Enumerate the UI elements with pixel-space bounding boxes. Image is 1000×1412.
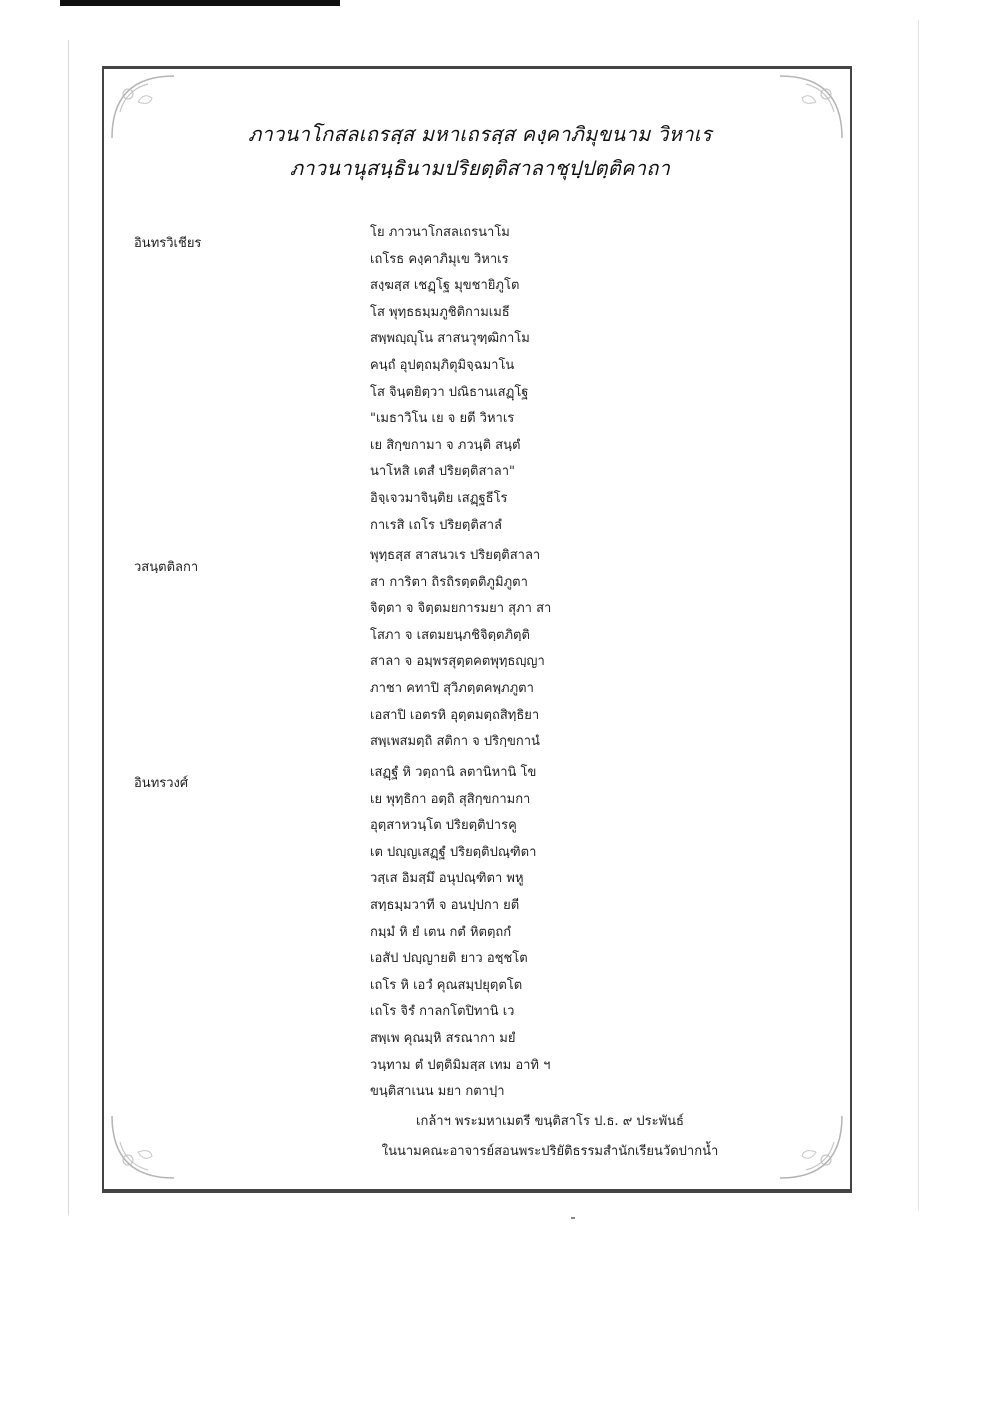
verse-line: เถโรธ คงฺคาภิมุเข วิหาเร <box>370 251 509 267</box>
verse-line: เอสัป ปญฺญายติ ยาว อชฺชโต <box>370 951 528 967</box>
title-line-2: ภาวนานุสนฺธินามปริยตฺติสาลาชุปฺปตฺติคาถา <box>289 156 671 180</box>
verse-line: คนฺถํ อุปตฺถมฺภิตุมิจฺฉมาโน <box>370 357 515 373</box>
verse-line: เอสาปิ เอตรหิ อุตฺตมตฺถสิทฺธิยา <box>370 707 540 723</box>
corner-ornament-bottom-left-icon <box>108 1112 178 1182</box>
verse-line: สาลา จ อมฺพรสุตฺตคตพุทฺธญฺญา <box>370 654 545 670</box>
verse-line: โย ภาวนาโกสลเถรนาโม <box>370 225 510 240</box>
scan-speck <box>571 1217 575 1219</box>
verse-line: วสฺเส อิมสฺมึ อนุปณฺฑิตา พหู <box>370 871 524 887</box>
corner-ornament-bottom-right-icon <box>776 1112 846 1182</box>
verse-line: เถโร หิ เอวํ คุณสมฺปยุตฺตโต <box>370 977 523 993</box>
verse-line: สงฺฆสฺส เชฏฺโฐ มุขชายิภูโต <box>370 278 520 294</box>
section-label-2: วสนฺตติลกา <box>134 560 199 575</box>
verse-line: สพฺเพสมตฺถิ สติกา จ ปริกฺขกานํ <box>370 734 540 750</box>
verse-line: ภาชา คทาปิ สุวิภตฺตคพฺภภูตา <box>370 680 534 696</box>
verse-block-1 <box>370 220 650 539</box>
verse-line: อิจฺเจวมาจินฺติย เสฏฺฐธีโร <box>370 490 508 506</box>
verse-line: กมฺมํ หิ ยํ เตน กตํ หิตตฺถกํ <box>370 924 512 940</box>
verse-line: โส จินฺตยิตฺวา ปณิธานเสฏฺโฐ <box>370 384 529 400</box>
verse-line: เต ปญฺญเสฏฺฐํ ปริยตฺติปณฺฑิตา <box>370 844 537 860</box>
verse-line: "เมธาวิโน เย จ ยตี วิหาเร <box>370 411 515 427</box>
author-credit-line: เกล้าฯ พระมหาเมตรี ขนฺติสาโร ป.ธ. ๙ ประพันธ์ <box>416 1114 684 1129</box>
verse-block-2 <box>370 543 650 756</box>
verse-line: กาเรสิ เถโร ปริยตฺติสาลํ <box>370 517 503 533</box>
verse-line: ขนฺติสาเนน มยา กตาปฺา <box>370 1084 505 1100</box>
verse-line: นาโหสิ เตสํ ปริยตฺติสาลา" <box>370 464 515 480</box>
section-label-3: อินทรวงศ์ <box>134 776 189 791</box>
verse-line: พุทฺธสฺส สาสนวเร ปริยตฺติสาลา <box>370 548 541 563</box>
verse-line: เย พุทฺธิกา อตฺถิ สุสิกฺขกามกา <box>370 791 531 807</box>
scan-top-rule <box>60 0 340 6</box>
verse-line: อุตฺสาหวนฺโต ปริยตฺติปารคู <box>370 818 517 834</box>
verse-line: สทฺธมฺมวาที จ อนปฺปกา ยตี <box>370 897 520 913</box>
verse-line: สพฺพญฺญุโน สาสนวุฑฺฒิกาโม <box>370 331 530 347</box>
verse-line: โส พุทฺธธมฺมภูชิติกามเมธี <box>370 304 510 320</box>
verse-line: สพฺเพ คุณมฺหิ สรณากา มยํ <box>370 1030 516 1046</box>
title-line-1: ภาวนาโกสลเถรสฺส มหาเถรสฺส คงฺคาภิมุขนาม วิหาเร <box>248 122 712 146</box>
verse-line: เสฏฺฐํ หิ วตฺถานิ ลตานิหานิ โข <box>370 765 537 780</box>
verse-line: วนฺทาม ตํ ปตฺติมิมสฺส เทม อาทิ ฯ <box>370 1057 551 1073</box>
verse-block-3 <box>370 760 650 1106</box>
institution-credit-line: ในนามคณะอาจารย์สอนพระปริยัติธรรมสำนักเรียนวัดปากน้ำ <box>381 1144 719 1159</box>
corner-ornament-top-right-icon <box>776 72 846 142</box>
section-label-1: อินทรวิเชียร <box>134 236 202 251</box>
verse-line: เย สิกฺขกามา จ ภวนฺติ สนฺตํ <box>370 437 521 453</box>
verse-line: โสภา จ เสตมยนฺภชิจิตฺตภิตฺติ <box>370 627 530 643</box>
corner-ornament-top-left-icon <box>108 72 178 142</box>
scan-edge-left <box>68 40 69 1215</box>
verse-line: เถโร จิรํ กาลกโตปิทานิ เว <box>370 1004 515 1020</box>
verse-line: สา การิตา ถิรถิรตฺตติภูมิภูตา <box>370 574 528 590</box>
scan-edge-right <box>918 20 919 1210</box>
verse-line: จิตฺตา จ จิตฺตมยการมยา สุภา สา <box>370 601 552 617</box>
